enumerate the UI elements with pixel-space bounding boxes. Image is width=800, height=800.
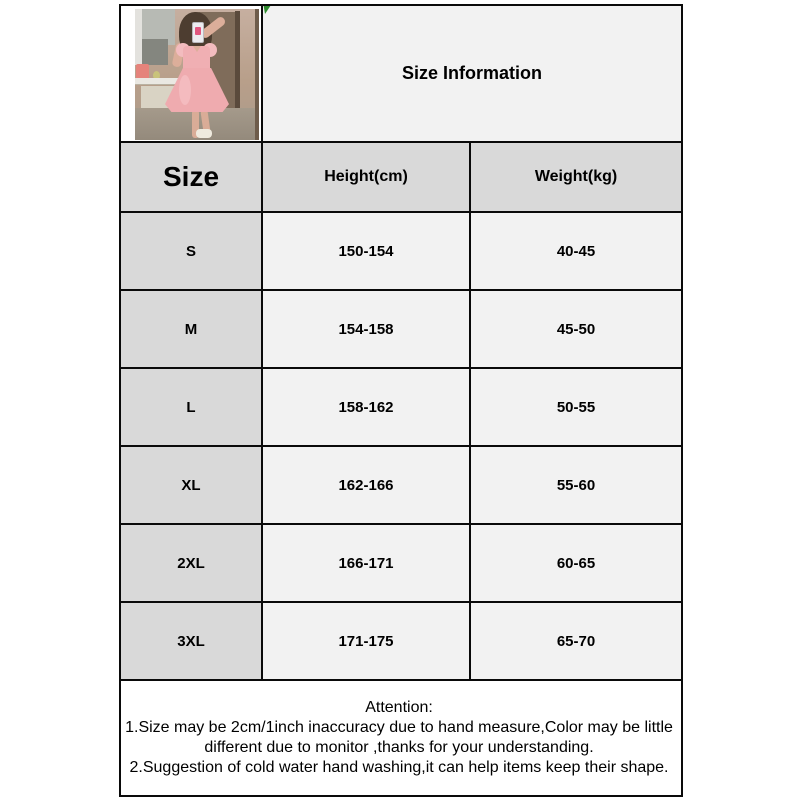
attention-label: Attention: [365, 698, 433, 716]
table-row-3xl [120, 602, 682, 680]
size-label: XL [120, 446, 262, 524]
size-label: L [120, 368, 262, 446]
photo-door-frame [235, 11, 240, 109]
table-row-2xl [120, 524, 682, 602]
height-value: 158-162 [262, 368, 470, 446]
height-value: 162-166 [262, 446, 470, 524]
attention-cell [120, 680, 682, 796]
size-label: 2XL [120, 524, 262, 602]
attention-note-1: 1.Size may be 2cm/1inch inaccuracy due to hand measure,Color may be little different due to monitor ,thanks for your understanding. [125, 718, 673, 756]
column-header-size: Size [120, 142, 262, 212]
photo-dress-skirt-highlight [179, 75, 191, 105]
size-label: 3XL [120, 602, 262, 680]
size-label: S [120, 212, 262, 290]
photo-appliance [142, 39, 168, 65]
height-value: 154-158 [262, 290, 470, 368]
photo-phone-case [195, 27, 201, 35]
product-photo-cell [120, 5, 262, 142]
weight-value: 65-70 [470, 602, 682, 680]
weight-value: 55-60 [470, 446, 682, 524]
column-header-height: Height(cm) [262, 142, 470, 212]
height-value: 150-154 [262, 212, 470, 290]
green-corner-marker-icon [263, 5, 273, 14]
photo-mirror-edge [255, 9, 259, 140]
weight-value: 60-65 [470, 524, 682, 602]
attention-row [120, 680, 682, 796]
attention-note-2: 2.Suggestion of cold water hand washing,it can help items keep their shape. [129, 758, 669, 776]
table-row-m [120, 290, 682, 368]
height-value: 166-171 [262, 524, 470, 602]
title-cell [262, 5, 682, 142]
weight-value: 40-45 [470, 212, 682, 290]
top-row [120, 5, 682, 142]
table-row-l [120, 368, 682, 446]
product-photo [135, 9, 259, 140]
height-value: 171-175 [262, 602, 470, 680]
table-row-s [120, 212, 682, 290]
weight-value: 50-55 [470, 368, 682, 446]
size-table [119, 4, 683, 797]
page-title: Size Information [402, 63, 543, 83]
header-row [120, 142, 682, 212]
size-label: M [120, 290, 262, 368]
column-header-weight: Weight(kg) [470, 142, 682, 212]
photo-fridge [135, 9, 142, 65]
photo-handbag [196, 129, 212, 138]
table-row-xl [120, 446, 682, 524]
weight-value: 45-50 [470, 290, 682, 368]
